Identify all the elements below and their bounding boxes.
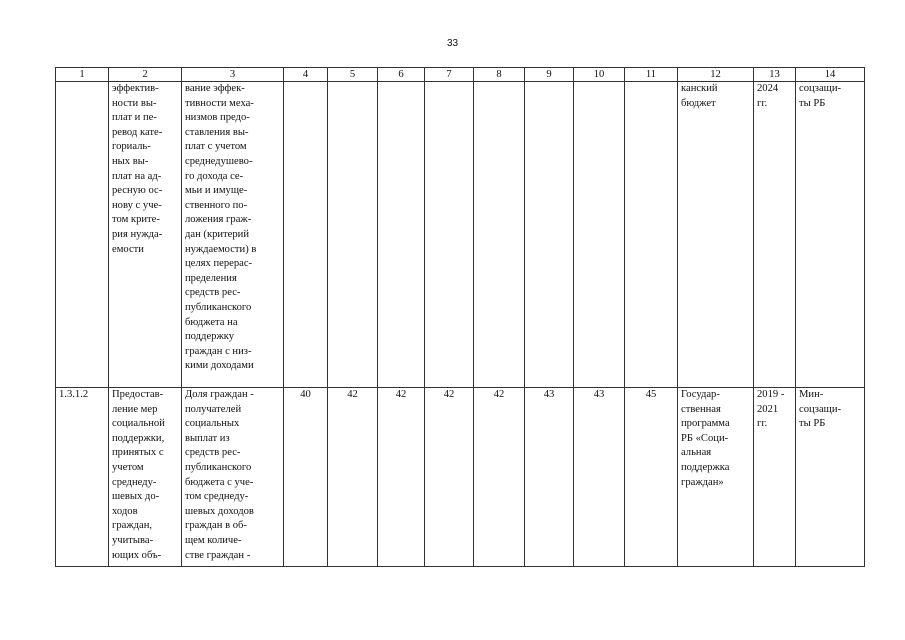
header-cell: 1 [56, 68, 109, 82]
cell-indicator: вание эффек- тивности меха- низмов предо- ставления вы- плат с учетом среднедушево- го дохода се- мьи и имуще- ственного по- ложения граж- дан (критерий нуждаемости) в целях перерас- пределения средств рес- публиканского бюджета на поддержку граждан с низ- кими доходами [182, 82, 284, 388]
header-cell: 14 [796, 68, 865, 82]
table-row [56, 82, 865, 388]
header-cell: 7 [425, 68, 474, 82]
cell-value [425, 82, 474, 388]
plan-table [55, 67, 865, 567]
header-cell: 2 [109, 68, 182, 82]
cell-value [474, 82, 525, 388]
cell-value [625, 82, 678, 388]
header-cell: 12 [678, 68, 754, 82]
header-cell: 3 [182, 68, 284, 82]
table-row [56, 388, 865, 567]
cell-period: 2024 гг. [754, 82, 796, 388]
cell-value: 43 [574, 388, 625, 567]
cell-value: 42 [378, 388, 425, 567]
cell-code [56, 82, 109, 388]
cell-measure: эффектив- ности вы- плат и пе- ревод кате- гориаль- ных вы- плат на ад- ресную ос- нову с уче- том крите- рия нужда- емости [109, 82, 182, 388]
cell-responsible: Мин- соцзащи- ты РБ [796, 388, 865, 567]
cell-value: 42 [425, 388, 474, 567]
cell-value: 42 [474, 388, 525, 567]
cell-period: 2019 - 2021 гг. [754, 388, 796, 567]
cell-value: 45 [625, 388, 678, 567]
header-cell: 8 [474, 68, 525, 82]
cell-source: канский бюджет [678, 82, 754, 388]
cell-indicator: Доля граждан - получателей социальных выплат из средств рес- публиканского бюджета с уче- том среднеду- шевых доходов граждан в об- щем количе- стве граждан - [182, 388, 284, 567]
header-cell: 11 [625, 68, 678, 82]
cell-value [574, 82, 625, 388]
header-cell: 6 [378, 68, 425, 82]
cell-value [525, 82, 574, 388]
cell-value: 42 [328, 388, 378, 567]
header-cell: 9 [525, 68, 574, 82]
header-cell: 5 [328, 68, 378, 82]
cell-code: 1.3.1.2 [56, 388, 109, 567]
cell-responsible: соцзащи- ты РБ [796, 82, 865, 388]
header-cell: 13 [754, 68, 796, 82]
header-cell: 10 [574, 68, 625, 82]
cell-value [284, 82, 328, 388]
cell-value: 40 [284, 388, 328, 567]
cell-value: 43 [525, 388, 574, 567]
cell-value [328, 82, 378, 388]
cell-source: Государ- ственная программа РБ «Соци- альная поддержка граждан» [678, 388, 754, 567]
table-header-row [56, 68, 865, 82]
cell-measure: Предостав- ление мер социальной поддержки, принятых с учетом среднеду- шевых до- ходов граждан, учитыва- ющих объ- [109, 388, 182, 567]
cell-value [378, 82, 425, 388]
page-number: 33 [446, 38, 459, 49]
header-cell: 4 [284, 68, 328, 82]
